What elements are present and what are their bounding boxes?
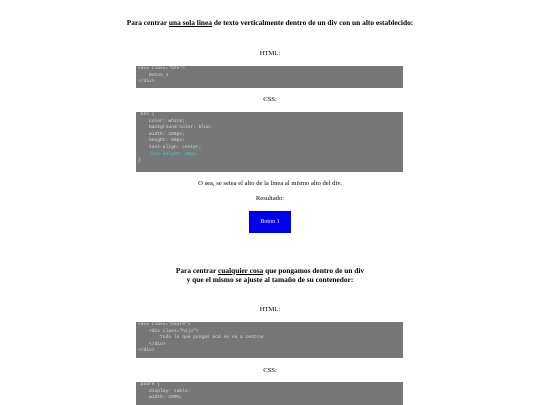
code-line: <div class="btn"> [138,66,185,71]
code-line: </div> [138,79,155,85]
html-label: HTML: [259,50,281,57]
code-line: Boton 1 [138,72,169,78]
code-line-highlight: line-height: 50px; [138,151,199,157]
code-line: <div class="padre"> [138,322,191,327]
code-line: } [138,158,141,164]
code-line: </div> [138,341,166,347]
result-label: Resultado: [255,195,285,202]
section2-title-line1 [0,266,540,275]
title-underlined: una sola linea [168,18,212,27]
explanation-text: O sea, se setea el alto de la linea al mismo alto del div. [198,180,342,187]
css-label-2: CSS: [263,367,277,374]
css-code-block-2 [136,382,403,405]
result-button[interactable]: Boton 1 [249,211,291,233]
title-text: que pongamos dentro de un div [263,266,365,275]
section2-title [0,266,540,284]
title-text: Para centrar [126,18,169,27]
code-line: display: table; [138,388,191,394]
title-underlined: cualquier cosa [217,266,264,275]
code-line: background-color: blue; [138,125,213,131]
code-line: width: 100px; [138,131,185,137]
code-line: text-align: center; [138,144,202,150]
code-line: color: white; [138,118,185,124]
css-code-block [136,112,403,172]
code-line: height: 50px; [138,138,185,144]
html-label-2: HTML: [259,306,281,313]
code-line: width: 100%; [138,395,183,401]
code-line: Todo lo que pongas acá se va a centrar [138,335,265,341]
code-line: .btn { [138,112,155,117]
css-label: CSS: [263,96,277,103]
title-text: Para centrar [175,266,218,275]
code-line: <div class="hijo"> [138,328,199,334]
section2-title-line2: y que el mismo se ajuste al tamaño de su contenedor: [186,275,354,284]
code-line: </div> [138,348,155,354]
code-line: .padre { [138,382,161,387]
title-text: de texto verticalmente dentro de un div con un alto establecido: [212,18,414,27]
section1-title [0,18,540,27]
html-code-block-2 [136,322,403,358]
html-code-block [136,66,403,88]
